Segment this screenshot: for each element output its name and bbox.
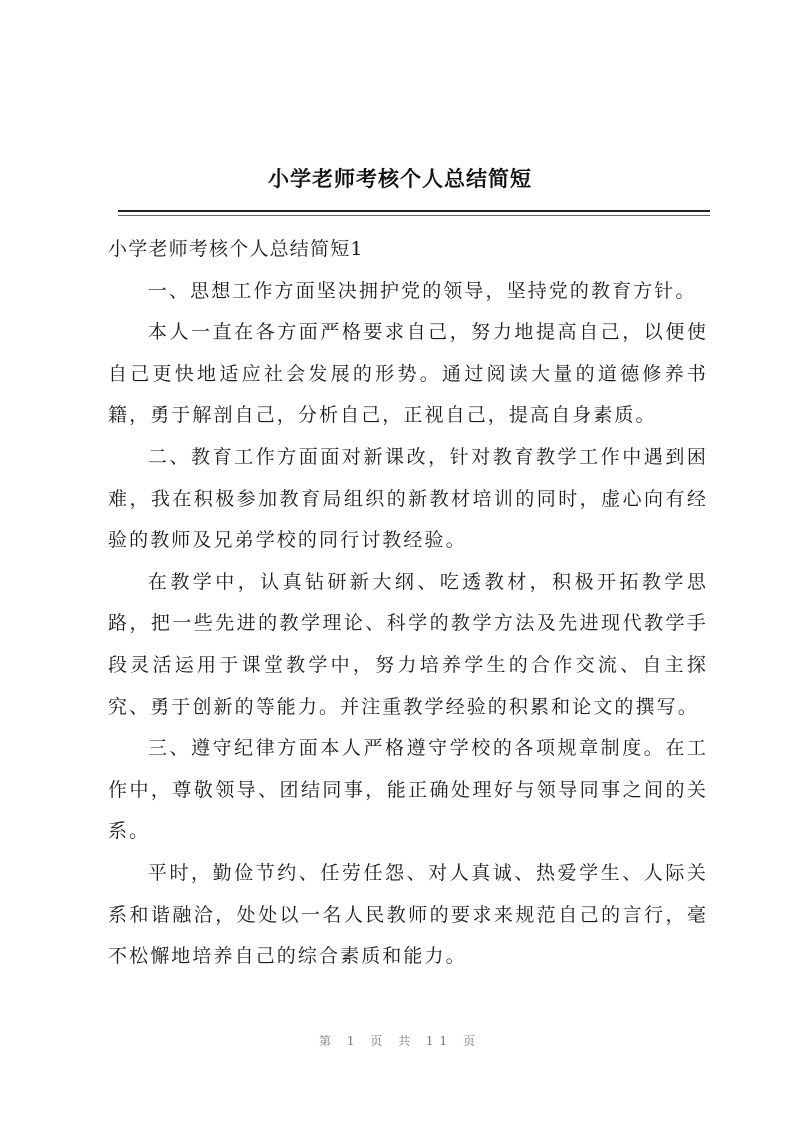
title-divider <box>118 210 710 212</box>
paragraph: 平时，勤俭节约、任劳任怨、对人真诚、热爱学生、人际关系和谐融洽，处处以一名人民教师的要求来规范自己的言行，毫不松懈地培养自己的综合素质和能力。 <box>108 861 708 968</box>
paragraph: 本人一直在各方面严格要求自己，努力地提高自己，以便使自己更快地适应社会发展的形势。通过阅读大量的道德修养书籍，勇于解剖自己，分析自己，正视自己，提高自身素质。 <box>108 321 708 427</box>
paragraph: 在教学中，认真钻研新大纲、吃透教材，积极开拓教学思路，把一些先进的教学理论、科学的教学方法及先进现代教学手段灵活运用于课堂教学中，努力培养学生的合作交流、自主探究、勇于创新的等能力。并注重教学经验的积累和论文的撰写。 <box>108 570 708 718</box>
paragraph: 二、教育工作方面面对新课改，针对教育教学工作中遇到困难，我在积极参加教育局组织的新教材培训的同时，虚心向有经验的教师及兄弟学校的同行讨教经验。 <box>108 445 708 552</box>
page-number-footer: 第 1 页 共 11 页 <box>319 1034 481 1048</box>
document-title: 小学老师考核个人总结简短 <box>268 166 532 191</box>
document-body <box>108 229 708 978</box>
section-heading: 小学老师考核个人总结简短1 <box>108 238 364 260</box>
paragraph: 三、遵守纪律方面本人严格遵守学校的各项规章制度。在工作中，尊敬领导、团结同事，能正确处理好与领导同事之间的关系。 <box>108 737 708 843</box>
title-divider-thin <box>118 215 710 216</box>
paragraph: 一、思想工作方面坚决拥护党的领导，坚持党的教育方针。 <box>147 279 697 302</box>
